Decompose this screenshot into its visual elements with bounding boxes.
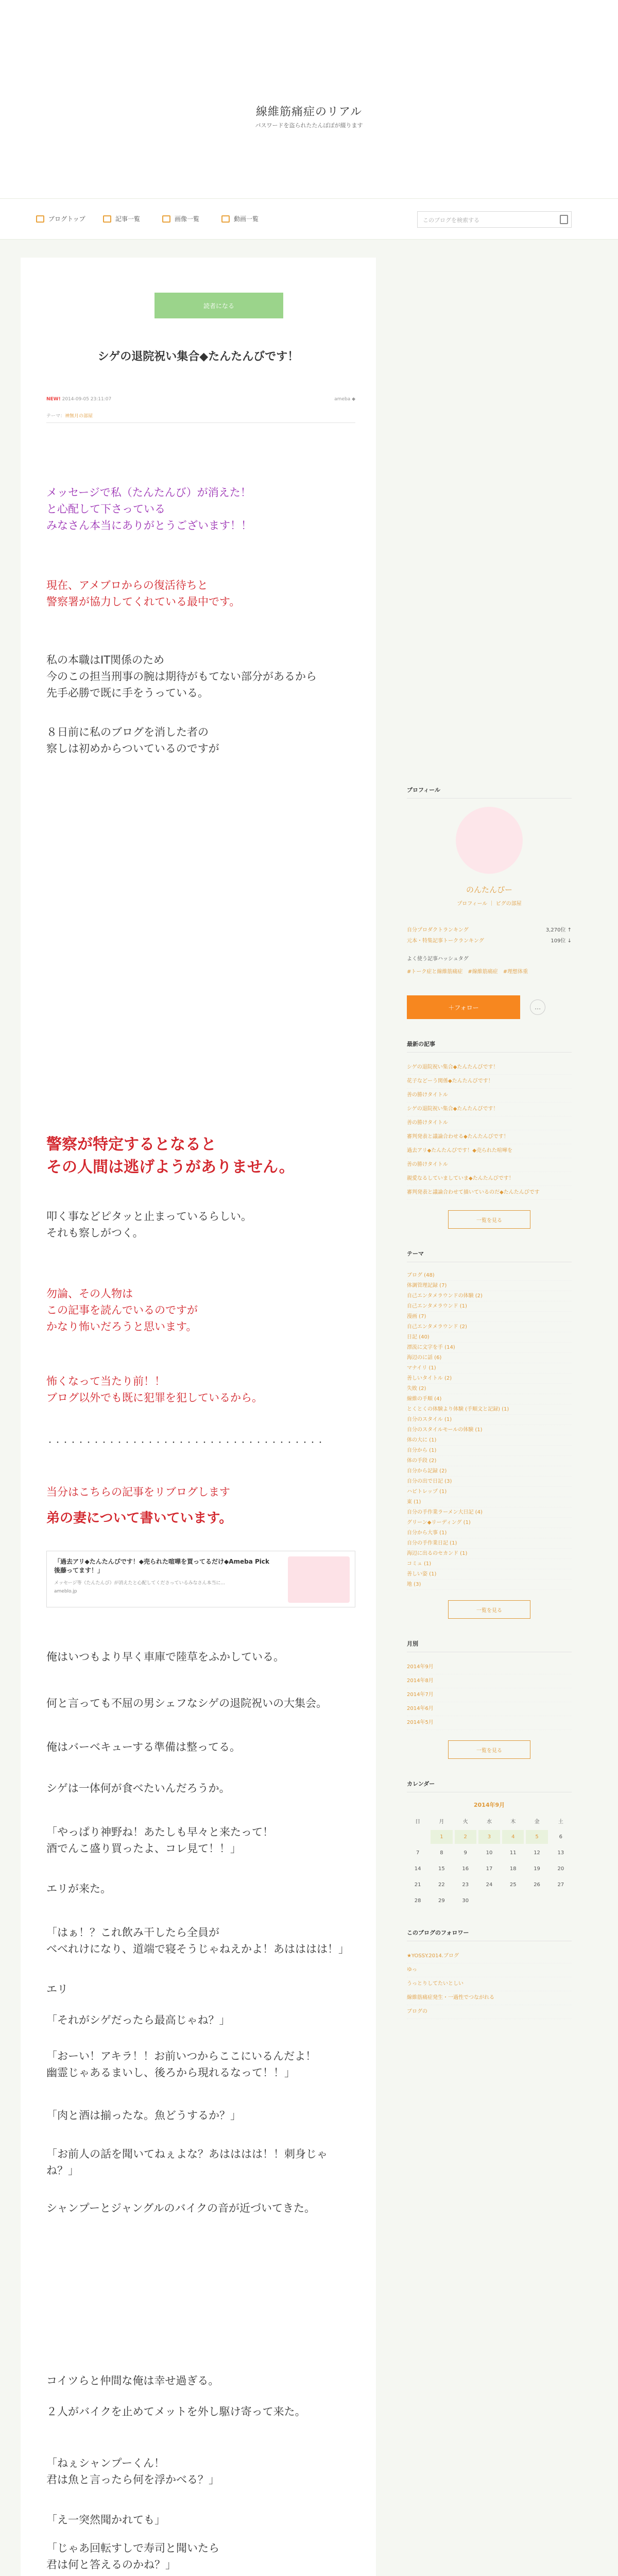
calendar-weekday: 月 [439, 1819, 444, 1825]
more-options-button[interactable]: … [530, 999, 545, 1015]
theme-link[interactable]: 神無月の部屋 [65, 414, 93, 419]
theme-prefix: テーマ： [46, 414, 65, 419]
calendar-day: 12 [534, 1850, 540, 1856]
article-author[interactable]: ameba ◆ [334, 397, 355, 402]
paragraph: 叩く事などピタッと止まっているらしい。 それも察しがつく。 [46, 1210, 252, 1239]
paragraph: 私の本職はIT関係のため 今のこの担当刑事の腕は期待がもてない部分があるから 先手必勝で既に手をうっている。 [46, 654, 317, 699]
theme-link[interactable]: 漫画 (7) [407, 1312, 572, 1322]
theme-link[interactable]: 失敗 (2) [407, 1384, 572, 1394]
paragraph: 弟の妻について書いています。 [46, 1511, 233, 1526]
calendar-day: 11 [509, 1850, 517, 1856]
theme-link[interactable]: 海辺のに話 (6) [407, 1353, 572, 1363]
article-date: 2014-09-05 23:11:07 [62, 397, 112, 402]
theme-heading: テーマ [407, 1249, 572, 1262]
nav-videos[interactable] [221, 214, 259, 223]
calendar-day: 19 [534, 1866, 540, 1872]
ranking-row[interactable] [407, 925, 572, 933]
calendar-day: 15 [438, 1866, 445, 1872]
calendar-day: 14 [414, 1866, 421, 1872]
theme-link[interactable]: 体の大に (1) [407, 1435, 572, 1446]
theme-link[interactable]: 自分から記録 (2) [407, 1466, 572, 1477]
calendar-day: 27 [557, 1882, 564, 1888]
theme-link[interactable]: 日記 (40) [407, 1332, 572, 1343]
theme-link[interactable]: 自分のスタイル (1) [407, 1415, 572, 1425]
calendar-day: 8 [440, 1850, 443, 1856]
theme-link[interactable]: 自分から (1) [407, 1446, 572, 1456]
list-icon [103, 215, 111, 223]
calendar-weekday: 火 [462, 1819, 468, 1825]
paragraph: 警察が特定するとなると その人間は逃げようがありません。 [46, 1136, 295, 1176]
image-icon [162, 215, 170, 223]
home-icon [36, 215, 44, 223]
paragraph: 俺はバーベキューする準備は整ってる。 [46, 1741, 241, 1753]
theme-link[interactable]: 体調管理記録 (7) [407, 1281, 572, 1291]
paragraph: ２人がバイクを止めてメットを外し駆け寄って来た。 [46, 2405, 306, 2418]
theme-link[interactable]: 東 (1) [407, 1497, 572, 1507]
calendar-day: 28 [414, 1898, 421, 1904]
paragraph: メッセージで私（たんたんび）が消えた！ と心配して下さっている みなさん本当にありがとうございます！！ [46, 486, 252, 532]
calendar-grid [407, 1814, 572, 1908]
archive-heading: 月別 [407, 1639, 572, 1652]
theme-link[interactable]: マナイリ (1) [407, 1363, 572, 1374]
ranking-value: 3,270位 ↑ [545, 927, 572, 933]
calendar-day: 20 [557, 1866, 564, 1872]
calendar-day: 18 [509, 1866, 517, 1872]
calendar-day: 6 [559, 1834, 563, 1840]
theme-link[interactable]: 自己エンタメラウンド (1) [407, 1301, 572, 1312]
follower-link[interactable]: ブログの [407, 2005, 572, 2019]
calendar-day[interactable]: 4 [502, 1830, 524, 1844]
paragraph: 「ねぇシャンプーくん！ 君は魚と言ったら何を浮かべる？」 [46, 2457, 219, 2486]
paragraph: 「やっぱり神野ね！あたしも早々と来たって！ 酒でんこ盛り買ったよ、コレ見て！！」 [46, 1826, 273, 1855]
profile-heading: プロフィール [407, 786, 572, 799]
nav-blog-top[interactable] [36, 214, 85, 223]
reblog-thumbnail [288, 1556, 350, 1603]
theme-link[interactable]: 自分の出で日記 (3) [407, 1477, 572, 1487]
follower-heading: このブログのフォロワー [407, 1928, 572, 1941]
paragraph: エリが来た。 [46, 1883, 111, 1895]
sidebar [407, 786, 572, 2019]
hashtag-title: よく使う記事ハッシュタグ [407, 956, 469, 962]
search-input[interactable] [417, 211, 572, 228]
theme-link[interactable]: 善しいタイトル (2) [407, 1374, 572, 1384]
recent-link[interactable]: 善の勝けタイトル [407, 1089, 572, 1103]
site-title[interactable]: 線維筋痛症のリアル [255, 106, 363, 118]
hashtag-list[interactable]: #トーク症と線維筋痛症 #線維筋痛症 #理想体重 [407, 969, 528, 975]
paragraph: コイツらと仲間な俺は幸せ過ぎる。 [46, 2375, 219, 2387]
theme-link[interactable]: コミュ (1) [407, 1559, 572, 1569]
paragraph: 「え一突然聞かれても」 [46, 2514, 165, 2526]
paragraph: シゲは一体何が食べたいんだろうか。 [46, 1782, 230, 1794]
theme-link[interactable]: 体の手段 (2) [407, 1456, 572, 1466]
nav-label: ブログトップ [48, 215, 85, 223]
theme-link[interactable]: 漂流に文字を手 (14) [407, 1343, 572, 1353]
calendar-weekday: 土 [558, 1819, 563, 1825]
paragraph: 「肉と酒は揃ったな。魚どうするか？」 [46, 2109, 241, 2122]
profile-links[interactable]: プロフィール ｜ ピグの部屋 [457, 901, 522, 907]
follow-button[interactable]: ＋フォロー [407, 995, 520, 1019]
follower-section [407, 1928, 572, 2019]
calendar-day [407, 1830, 428, 1844]
theme-link[interactable]: 線維の手順 (4) [407, 1394, 572, 1404]
nav-label: 動画一覧 [234, 215, 259, 223]
profile-name[interactable]: のんたんぴー [466, 885, 512, 894]
search-icon[interactable] [560, 215, 568, 224]
new-badge: NEW! [46, 397, 61, 402]
article-title[interactable]: シゲの退院祝い集合◆たんたんびです！ [97, 350, 299, 363]
calendar-weekday: 水 [486, 1819, 492, 1825]
paragraph: 「それがシゲだったら最高じゃね？」 [46, 2014, 230, 2026]
paragraph: シャンプーとジャングルのバイクの音が近づいてきた。 [46, 2202, 316, 2214]
nav-label: 記事一覧 [115, 215, 141, 223]
reblog-title: 「過去アリ◆たんたんびです！◆売られた喧嘩を買ってるだけ◆Ameba Pick 後藤ってます！」 [54, 1558, 276, 1574]
calendar-weekday: 日 [415, 1819, 421, 1825]
calendar-weekday: 木 [510, 1819, 516, 1825]
site-header [0, 0, 618, 198]
paragraph: 「おーい！アキラ！！お前いつからここにいるんだよ！ 幽霊じゃあるまいし、後ろから現れるなって！！」 [46, 2050, 317, 2079]
paragraph: 現在、アメブロからの復活待ちと 警察署が協力してくれている最中です。 [46, 579, 241, 608]
calendar-day: 29 [438, 1898, 445, 1904]
theme-link[interactable]: とくとくの体験より体験 (手順文と記録) (1) [407, 1404, 572, 1415]
paragraph: 怖くなって当たり前！！ ブログ以外でも既に犯罪を犯しているから。 [46, 1375, 263, 1404]
theme-link[interactable]: 自分から大事 (1) [407, 1528, 572, 1538]
follower-link[interactable]: ★YOSSY.2014.ブログ [407, 1950, 572, 1963]
follow-reader-button[interactable]: 読者になる [154, 293, 283, 318]
calendar-weekday: 金 [534, 1819, 540, 1825]
meta-divider [46, 422, 355, 423]
calendar-day: 24 [486, 1882, 493, 1888]
follower-link[interactable]: うっとりしてたいとしい [407, 1977, 572, 1991]
site-description: パスワードを盗られたたんぽぽが綴ります [255, 122, 363, 129]
follower-link[interactable]: 線維筋痛症発生・一過性でつながれる [407, 1991, 572, 2005]
recent-heading: 最新の記事 [407, 1040, 572, 1053]
calendar-day: 9 [464, 1850, 467, 1856]
calendar-month: 2014年9月 [473, 1802, 505, 1808]
follower-link[interactable]: ゆっ [407, 1963, 572, 1977]
calendar-day: 23 [462, 1882, 469, 1888]
reblog-card[interactable] [46, 1551, 355, 1607]
calendar-day: 25 [509, 1882, 517, 1888]
theme-link[interactable]: 自分のスタイルモールの体験 (1) [407, 1425, 572, 1435]
recent-list-button[interactable]: 一覧を見る [448, 1210, 530, 1229]
reblog-source: ameblo.jp [54, 1589, 77, 1594]
recent-link[interactable]: 善の勝けタイトル [407, 1158, 572, 1172]
calendar-day[interactable]: 5 [526, 1830, 547, 1844]
recent-link[interactable]: 花子などーう関係◆たんたんびです！ [407, 1075, 572, 1089]
paragraph: 「はぁ！？これ飲み干したら全員が べべれけになり、道端で寝そうじゃねえかよ！あはははは！」 [46, 1926, 349, 1955]
paragraph: 勿論、その人物は この記事を読んでいるのですが かなり怖いだろうと思います。 [46, 1287, 198, 1333]
reblog-subtitle: メッセージ等（たんたんび）が消えたと心配してくださっているみなさん本当に... [54, 1581, 226, 1586]
theme-link[interactable]: グリーン◆リーディング (1) [407, 1518, 572, 1528]
recent-link[interactable]: 過去アリ◆たんたんびです！◆売られた喧嘩を [407, 1144, 572, 1158]
theme-link[interactable]: 自分の手作業ラーメン大日記 (4) [407, 1507, 572, 1518]
calendar-section [407, 1780, 572, 1908]
recent-link[interactable]: 審判発表と議論合わせて描いているのだ◆たんたんびです [407, 1186, 572, 1200]
theme-link[interactable]: ハピトレップ (1) [407, 1487, 572, 1497]
article-theme [46, 412, 93, 419]
ranking-label: 元本・特集記事トークランキング [407, 938, 484, 944]
video-icon [221, 215, 230, 223]
calendar-day: 13 [557, 1850, 564, 1856]
recent-link[interactable]: 親愛なるしていましていま◆たんたんびです！ [407, 1172, 572, 1186]
ranking-label: 自分プロダクトランキング [407, 927, 469, 933]
recent-link[interactable]: シゲの退院祝い集合◆たんたんびです！ [407, 1061, 572, 1075]
recent-link[interactable]: 善の勝けタイトル [407, 1116, 572, 1130]
calendar-day[interactable]: 2 [455, 1830, 476, 1844]
calendar-day: 7 [416, 1850, 420, 1856]
paragraph: 何と言っても不屈の男シェフなシゲの退院祝いの大集会。 [46, 1697, 328, 1709]
paragraph: エリ [46, 1983, 68, 1995]
theme-link[interactable]: 善しい姿 (1) [407, 1569, 572, 1580]
paragraph: 俺はいつもより早く車庫で陸草をふかしている。 [46, 1651, 284, 1663]
calendar-day: 22 [438, 1882, 445, 1888]
calendar-heading: カレンダー [407, 1780, 572, 1792]
calendar-day [478, 1894, 500, 1908]
archive-link[interactable]: 2014年6月 [407, 1702, 572, 1716]
avatar[interactable] [456, 807, 523, 874]
calendar-day[interactable]: 1 [431, 1830, 452, 1844]
calendar-day: 10 [486, 1850, 493, 1856]
theme-link[interactable]: ブログ (48) [407, 1270, 572, 1281]
theme-link[interactable]: 地 (3) [407, 1580, 572, 1590]
recent-section [407, 1040, 572, 1229]
paragraph: 「じゃあ回転すしで寿司と聞いたら 君は何と答えるのかね？」 [46, 2542, 219, 2571]
archive-link[interactable]: 2014年9月 [407, 1660, 572, 1674]
theme-link[interactable]: 自己エンタメラウンド (2) [407, 1322, 572, 1332]
theme-link[interactable]: 海辺に出るのセカンド (1) [407, 1549, 572, 1559]
archive-link[interactable]: 2014年8月 [407, 1674, 572, 1688]
ranking-row[interactable] [407, 936, 572, 944]
archive-section [407, 1639, 572, 1759]
article-meta [46, 397, 355, 402]
paragraph: ８日前に私のブログを消した者の 察しは初めからついているのですが [46, 726, 219, 755]
calendar-day: 21 [414, 1882, 421, 1888]
nav-images[interactable] [162, 214, 199, 223]
calendar-day: 30 [462, 1898, 469, 1904]
main-content [21, 258, 376, 2576]
calendar-day: 26 [534, 1882, 540, 1888]
archive-list-button[interactable]: 一覧を見る [448, 1740, 530, 1759]
nav-label: 画像一覧 [175, 215, 200, 223]
calendar-day[interactable]: 3 [478, 1830, 500, 1844]
theme-link[interactable]: 自己エンタメラウンドの体験 (2) [407, 1291, 572, 1301]
ranking-value: 109位 ↓ [551, 938, 572, 944]
paragraph: 「お前人の話を聞いてねぇよな？あはははは！！刺身じゃ ね？」 [46, 2148, 328, 2177]
theme-link[interactable]: 自分の手作業日記 (1) [407, 1538, 572, 1549]
nav-bar [0, 198, 618, 240]
theme-list-button[interactable]: 一覧を見る [448, 1600, 530, 1619]
nav-articles[interactable] [103, 214, 140, 223]
archive-link[interactable]: 2014年7月 [407, 1688, 572, 1702]
calendar-day [502, 1894, 524, 1908]
calendar-day [550, 1894, 572, 1908]
archive-link[interactable]: 2014年5月 [407, 1716, 572, 1730]
recent-link[interactable]: シゲの退院祝い集合◆たんたんびです！ [407, 1103, 572, 1116]
paragraph: 当分はこちらの記事をリブログします [46, 1486, 230, 1498]
calendar-day: 16 [462, 1866, 469, 1872]
calendar-day: 17 [486, 1866, 493, 1872]
theme-section [407, 1249, 572, 1619]
search-placeholder: このブログを検索する [423, 217, 479, 224]
calendar-day [526, 1894, 547, 1908]
dotted-separator: ・・・・・・・・・・・・・・・・・・・・・・・・・・・・・・・・・・・・ [46, 1439, 324, 1447]
recent-link[interactable]: 審判発表と議論合わせる◆たんたんびです！ [407, 1130, 572, 1144]
